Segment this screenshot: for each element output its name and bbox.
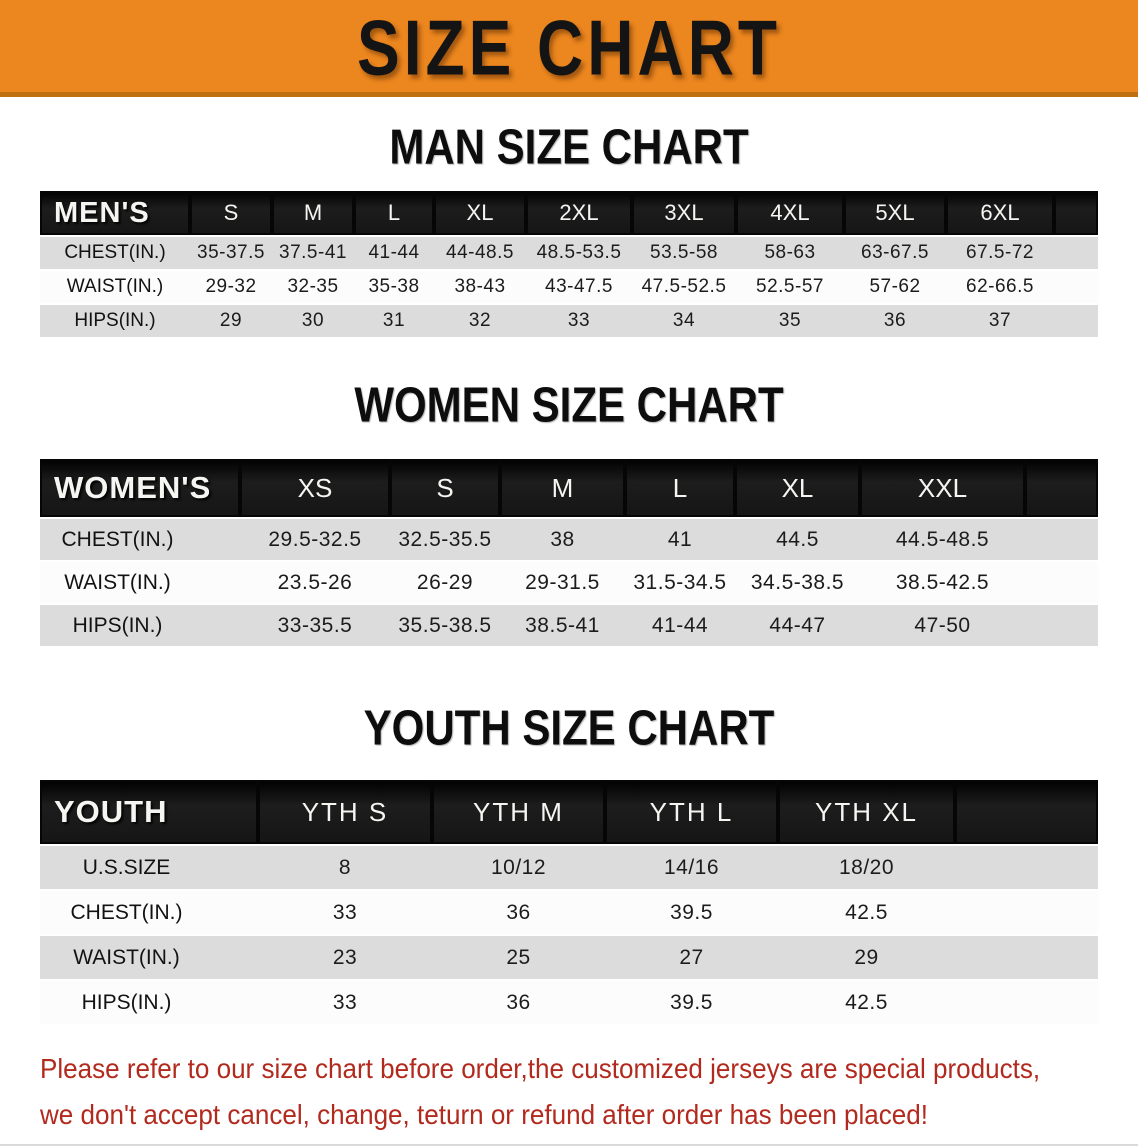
measurement-value: 39.5 <box>605 981 778 1024</box>
men-section-title: MAN SIZE CHART <box>389 118 749 175</box>
filler-cell <box>1025 519 1098 560</box>
size-column-header: XXL <box>860 459 1025 517</box>
measurement-value: 31.5-34.5 <box>625 562 735 603</box>
measurement-value: 29 <box>778 936 955 979</box>
disclaimer-line-1: Please refer to our size chart before order,the customized jerseys are special products, <box>40 1053 1041 1084</box>
youth-size-table <box>40 778 1098 1026</box>
filler-cell <box>955 891 1098 934</box>
measurement-value: 32-35 <box>272 271 354 303</box>
filler-cell <box>1054 237 1098 269</box>
measurement-value: 36 <box>844 305 946 337</box>
measurement-value: 32.5-35.5 <box>390 519 500 560</box>
measurement-value: 63-67.5 <box>844 237 946 269</box>
women-size-table-section <box>0 457 1138 648</box>
measurement-row <box>40 271 1098 303</box>
size-column-header: XL <box>434 191 526 235</box>
size-column-header: 6XL <box>946 191 1054 235</box>
measurement-row <box>40 519 1098 560</box>
measurement-value: 36 <box>432 891 605 934</box>
women-size-table <box>40 457 1098 648</box>
size-column-header: YTH S <box>258 780 432 844</box>
measurement-value: 18/20 <box>778 846 955 889</box>
measurement-label: WAIST(IN.) <box>40 562 240 603</box>
measurement-value: 57-62 <box>844 271 946 303</box>
measurement-row <box>40 305 1098 337</box>
measurement-label: CHEST(IN.) <box>40 237 190 269</box>
filler-cell <box>1054 305 1098 337</box>
men-size-table-section <box>0 189 1138 339</box>
filler-cell <box>955 846 1098 889</box>
filler-cell <box>955 981 1098 1024</box>
measurement-value: 35 <box>736 305 844 337</box>
measurement-label: HIPS(IN.) <box>40 305 190 337</box>
size-header-row <box>40 780 1098 844</box>
size-column-header: L <box>354 191 434 235</box>
measurement-value: 44.5-48.5 <box>860 519 1025 560</box>
measurement-value: 41 <box>625 519 735 560</box>
women-section-title: WOMEN SIZE CHART <box>354 376 784 433</box>
size-column-header: S <box>190 191 272 235</box>
size-header-row <box>40 191 1098 235</box>
measurement-label: WAIST(IN.) <box>40 271 190 303</box>
measurement-value: 27 <box>605 936 778 979</box>
size-column-header: YTH XL <box>778 780 955 844</box>
filler-cell <box>1054 191 1098 235</box>
measurement-value: 35.5-38.5 <box>390 605 500 646</box>
women-section-heading-wrap <box>0 376 1138 433</box>
measurement-value: 37.5-41 <box>272 237 354 269</box>
measurement-value: 35-37.5 <box>190 237 272 269</box>
measurement-value: 42.5 <box>778 981 955 1024</box>
size-column-header: XL <box>735 459 860 517</box>
measurement-value: 36 <box>432 981 605 1024</box>
size-column-header: YTH L <box>605 780 778 844</box>
measurement-value: 34.5-38.5 <box>735 562 860 603</box>
measurement-value: 42.5 <box>778 891 955 934</box>
measurement-value: 31 <box>354 305 434 337</box>
measurement-value: 47-50 <box>860 605 1025 646</box>
measurement-value: 39.5 <box>605 891 778 934</box>
measurement-value: 35-38 <box>354 271 434 303</box>
measurement-value: 44-48.5 <box>434 237 526 269</box>
youth-section-heading-wrap <box>0 699 1138 756</box>
measurement-row <box>40 891 1098 934</box>
measurement-value: 33 <box>258 891 432 934</box>
size-column-header: YTH M <box>432 780 605 844</box>
measurement-row <box>40 605 1098 646</box>
measurement-value: 30 <box>272 305 354 337</box>
measurement-value: 37 <box>946 305 1054 337</box>
youth-size-table-section <box>0 778 1138 1026</box>
size-column-header: 5XL <box>844 191 946 235</box>
measurement-value: 58-63 <box>736 237 844 269</box>
measurement-label: HIPS(IN.) <box>40 981 258 1024</box>
measurement-row <box>40 237 1098 269</box>
filler-cell <box>1025 562 1098 603</box>
measurement-value: 52.5-57 <box>736 271 844 303</box>
measurement-value: 53.5-58 <box>632 237 736 269</box>
group-label: MEN'S <box>40 191 190 235</box>
measurement-value: 44-47 <box>735 605 860 646</box>
group-label: WOMEN'S <box>40 459 240 517</box>
order-disclaimer <box>40 1046 1138 1138</box>
measurement-value: 10/12 <box>432 846 605 889</box>
measurement-value: 29-32 <box>190 271 272 303</box>
measurement-label: WAIST(IN.) <box>40 936 258 979</box>
size-column-header: 4XL <box>736 191 844 235</box>
measurement-row <box>40 562 1098 603</box>
size-chart-banner <box>0 0 1138 97</box>
measurement-value: 38-43 <box>434 271 526 303</box>
measurement-value: 41-44 <box>354 237 434 269</box>
measurement-value: 48.5-53.5 <box>526 237 632 269</box>
disclaimer-line-2: we don't accept cancel, change, teturn or refund after order has been placed! <box>40 1099 929 1130</box>
size-header-row <box>40 459 1098 517</box>
measurement-value: 23 <box>258 936 432 979</box>
group-label: YOUTH <box>40 780 258 844</box>
size-column-header: L <box>625 459 735 517</box>
measurement-value: 38 <box>500 519 625 560</box>
size-column-header: M <box>272 191 354 235</box>
measurement-value: 14/16 <box>605 846 778 889</box>
filler-cell <box>1025 605 1098 646</box>
measurement-value: 47.5-52.5 <box>632 271 736 303</box>
measurement-value: 8 <box>258 846 432 889</box>
filler-cell <box>955 780 1098 844</box>
size-column-header: M <box>500 459 625 517</box>
men-size-table <box>40 189 1098 339</box>
size-column-header: 2XL <box>526 191 632 235</box>
measurement-value: 23.5-26 <box>240 562 390 603</box>
size-column-header: S <box>390 459 500 517</box>
banner-title: SIZE CHART <box>357 3 781 92</box>
measurement-row <box>40 936 1098 979</box>
measurement-row <box>40 981 1098 1024</box>
measurement-value: 67.5-72 <box>946 237 1054 269</box>
youth-section-title: YOUTH SIZE CHART <box>363 699 775 756</box>
measurement-label: CHEST(IN.) <box>40 519 240 560</box>
measurement-value: 29 <box>190 305 272 337</box>
measurement-value: 38.5-41 <box>500 605 625 646</box>
measurement-value: 44.5 <box>735 519 860 560</box>
measurement-value: 29.5-32.5 <box>240 519 390 560</box>
measurement-value: 32 <box>434 305 526 337</box>
men-section-heading-wrap <box>0 118 1138 175</box>
measurement-row <box>40 846 1098 889</box>
measurement-value: 25 <box>432 936 605 979</box>
measurement-value: 33 <box>526 305 632 337</box>
filler-cell <box>1025 459 1098 517</box>
measurement-value: 38.5-42.5 <box>860 562 1025 603</box>
measurement-label: CHEST(IN.) <box>40 891 258 934</box>
measurement-label: U.S.SIZE <box>40 846 258 889</box>
measurement-value: 43-47.5 <box>526 271 632 303</box>
measurement-value: 33-35.5 <box>240 605 390 646</box>
measurement-value: 34 <box>632 305 736 337</box>
measurement-label: HIPS(IN.) <box>40 605 240 646</box>
measurement-value: 62-66.5 <box>946 271 1054 303</box>
size-column-header: 3XL <box>632 191 736 235</box>
measurement-value: 26-29 <box>390 562 500 603</box>
size-column-header: XS <box>240 459 390 517</box>
measurement-value: 41-44 <box>625 605 735 646</box>
filler-cell <box>955 936 1098 979</box>
measurement-value: 33 <box>258 981 432 1024</box>
measurement-value: 29-31.5 <box>500 562 625 603</box>
filler-cell <box>1054 271 1098 303</box>
